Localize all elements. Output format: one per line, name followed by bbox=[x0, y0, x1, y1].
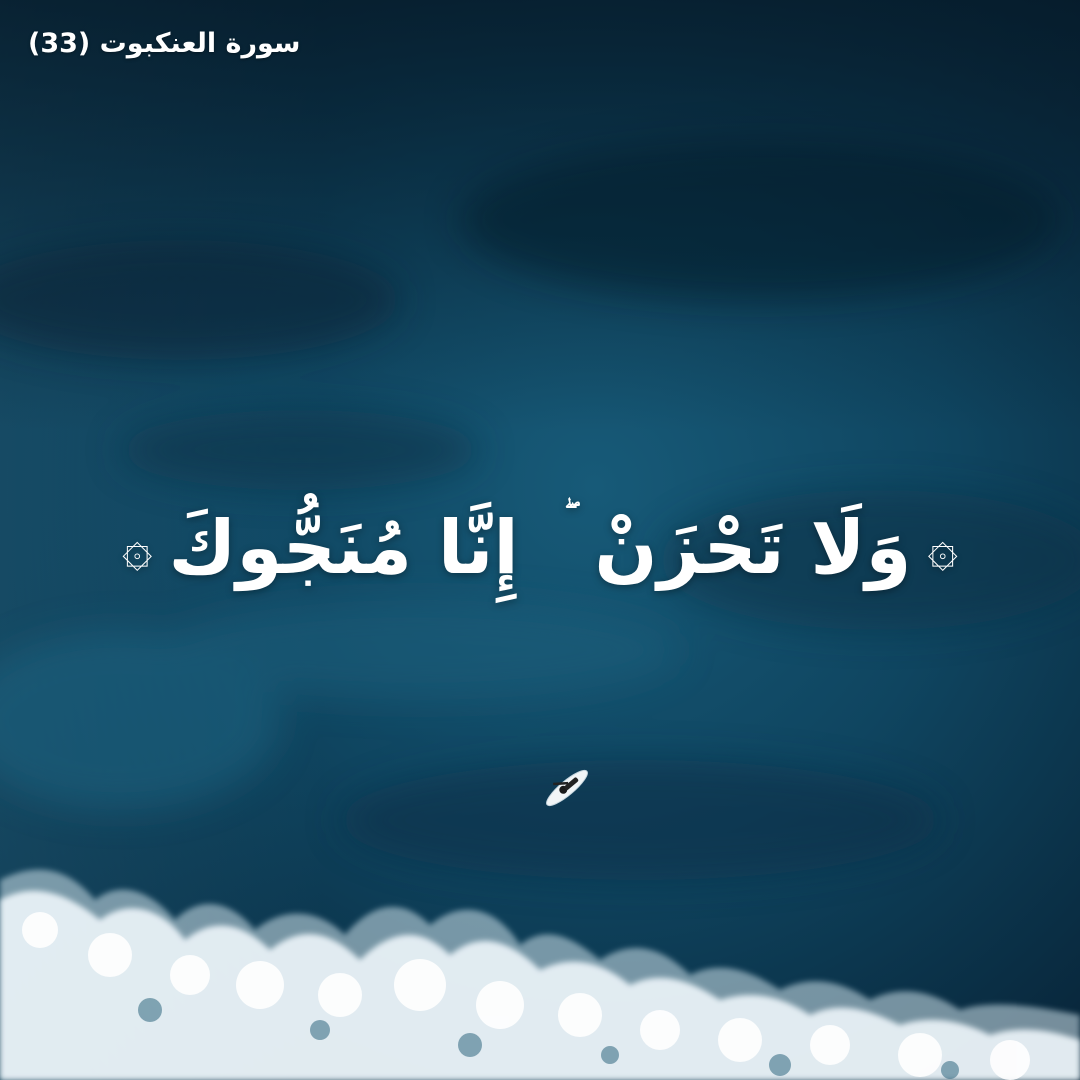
verse-part-one: وَلَا تَحْزَنْ bbox=[594, 505, 912, 592]
verse-text bbox=[159, 495, 922, 601]
ornament-right-icon: ۞ bbox=[927, 518, 958, 578]
verse-row bbox=[0, 488, 1080, 608]
verse-part-two: إِنَّا مُنَجُّوكَ bbox=[168, 505, 519, 592]
ornament-left-icon: ۞ bbox=[122, 518, 153, 578]
surah-label: سورة العنكبوت (33) bbox=[28, 28, 301, 59]
